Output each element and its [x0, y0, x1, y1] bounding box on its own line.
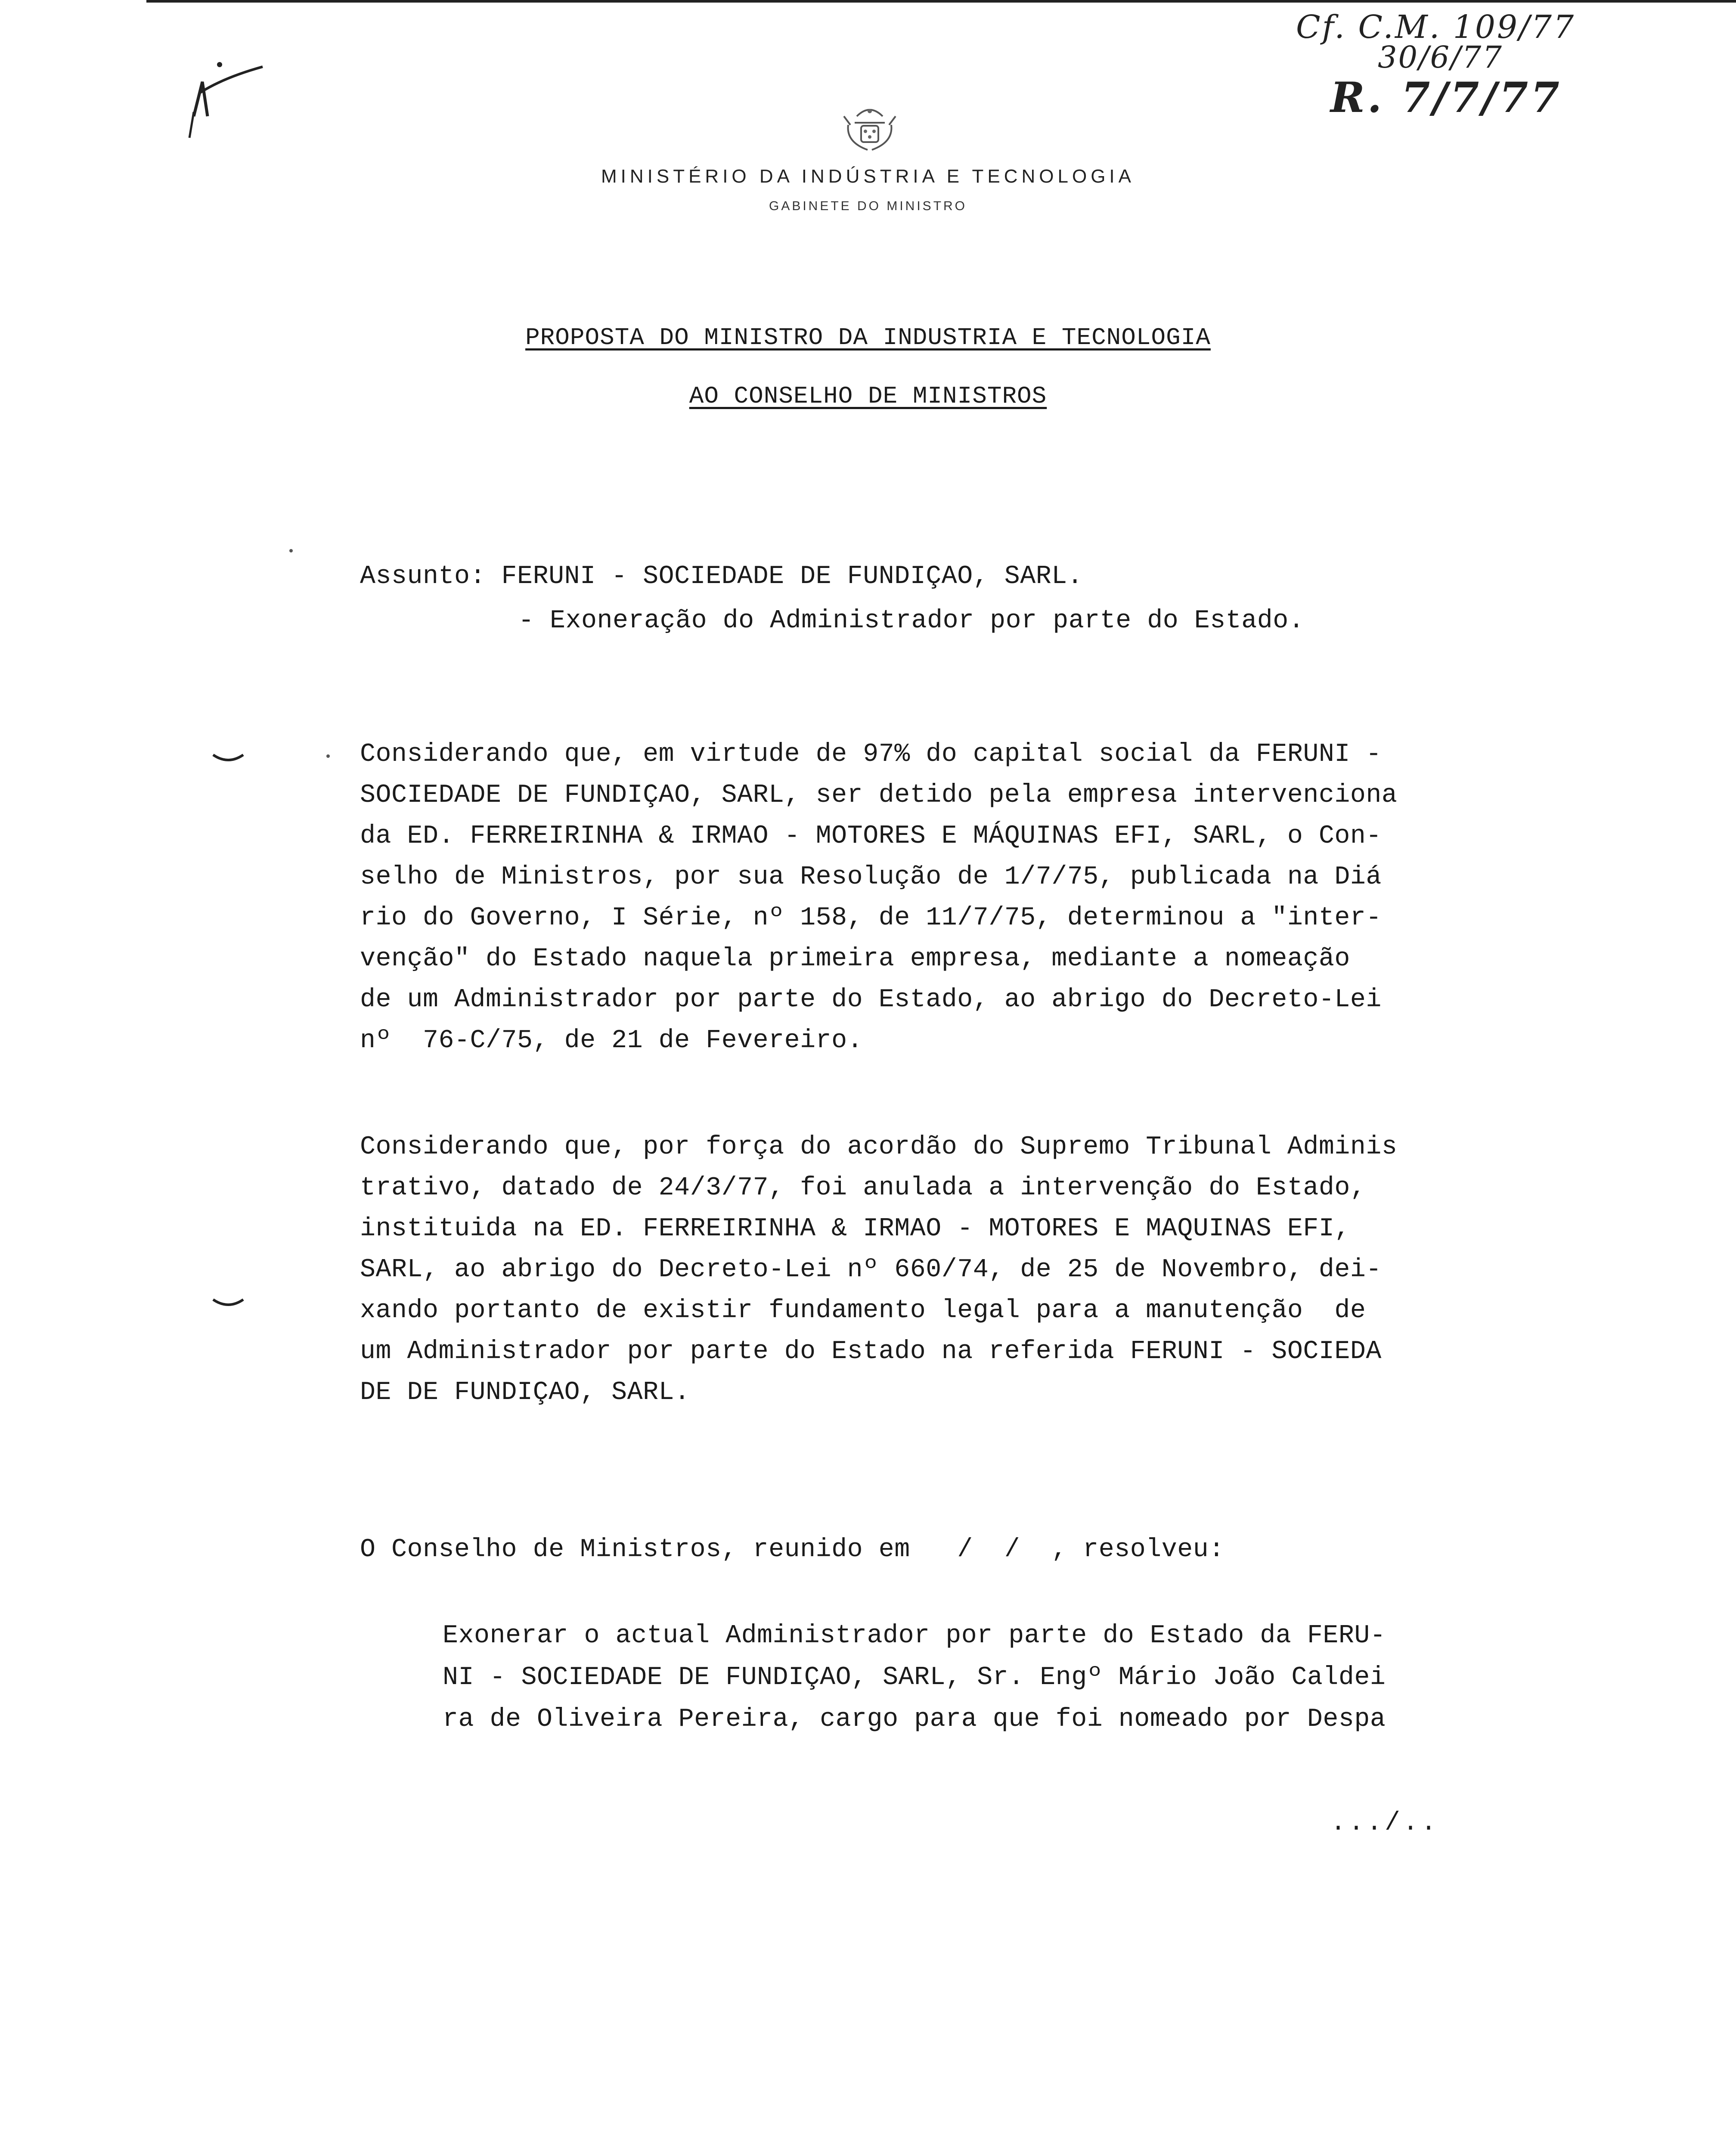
paragraph-2-line: Considerando que, por força do acordão do Supremo Tribunal Adminis: [360, 1132, 1398, 1162]
paragraph-1-line: da ED. FERREIRINHA & IRMAO - MOTORES E MÁQUINAS EFI, SARL, o Con-: [360, 822, 1382, 851]
corner-handwritten-mark: [177, 52, 271, 155]
document-title-line-2: AO CONSELHO DE MINISTROS: [689, 382, 1047, 410]
margin-check-mark: [211, 751, 245, 764]
resolution-line: NI - SOCIEDADE DE FUNDIÇAO, SARL, Sr. Engº Mário João Caldei: [443, 1663, 1386, 1692]
coat-of-arms-emblem: [831, 99, 908, 155]
top-edge-rule: [146, 0, 1736, 3]
margin-dot: [326, 754, 330, 758]
paragraph-2-line: DE DE FUNDIÇAO, SARL.: [360, 1378, 690, 1407]
paragraph-2-line: um Administrador por parte do Estado na referida FERUNI - SOCIEDA: [360, 1337, 1382, 1366]
handwritten-note-2: 30/6/77: [1378, 40, 1503, 75]
paragraph-2-line: SARL, ao abrigo do Decreto-Lei nº 660/74, de 25 de Novembro, dei-: [360, 1255, 1382, 1284]
cabinet-subheader: GABINETE DO MINISTRO: [769, 199, 967, 213]
paragraph-2-line: instituida na ED. FERREIRINHA & IRMAO - MOTORES E MAQUINAS EFI,: [360, 1214, 1350, 1244]
resolution-line: Exonerar o actual Administrador por parte do Estado da FERU-: [443, 1621, 1386, 1650]
paragraph-2-line: trativo, datado de 24/3/77, foi anulada a intervenção do Estado,: [360, 1173, 1366, 1203]
paragraph-1-line: selho de Ministros, por sua Resolução de 1/7/75, publicada na Diá: [360, 862, 1382, 892]
handwritten-note-1: Cf. C.M. 109/77: [1296, 9, 1576, 46]
document-title-line-1: PROPOSTA DO MINISTRO DA INDUSTRIA E TECNOLOGIA: [525, 324, 1211, 351]
paragraph-1-line: venção" do Estado naquela primeira empresa, mediante a nomeação: [360, 944, 1350, 974]
paragraph-2-line: xando portanto de existir fundamento legal para a manutenção de: [360, 1296, 1366, 1325]
margin-check-mark: [211, 1296, 245, 1309]
paragraph-1-line: SOCIEDADE DE FUNDIÇAO, SARL, ser detido pela empresa intervenciona: [360, 781, 1398, 810]
handwritten-note-3: R. 7/7/77: [1330, 73, 1562, 122]
resolution-line: ra de Oliveira Pereira, cargo para que foi nomeado por Despa: [443, 1705, 1386, 1734]
paragraph-1-line: Considerando que, em virtude de 97% do capital social da FERUNI -: [360, 740, 1382, 769]
ministry-header: MINISTÉRIO DA INDÚSTRIA E TECNOLOGIA: [601, 166, 1135, 187]
paragraph-1-line: nº 76-C/75, de 21 de Fevereiro.: [360, 1026, 863, 1055]
page-continuation-mark: .../..: [1330, 1809, 1439, 1838]
margin-dot: [289, 549, 293, 552]
subject-detail-line: - Exoneração do Administrador por parte do Estado.: [518, 606, 1305, 636]
paragraph-1-line: de um Administrador por parte do Estado, ao abrigo do Decreto-Lei: [360, 985, 1382, 1014]
subject-line: Assunto: FERUNI - SOCIEDADE DE FUNDIÇAO, SARL.: [360, 562, 1083, 591]
resolution-intro: O Conselho de Ministros, reunido em / / , resolveu:: [360, 1535, 1224, 1564]
paragraph-1-line: rio do Governo, I Série, nº 158, de 11/7/75, determinou a "inter-: [360, 903, 1382, 933]
